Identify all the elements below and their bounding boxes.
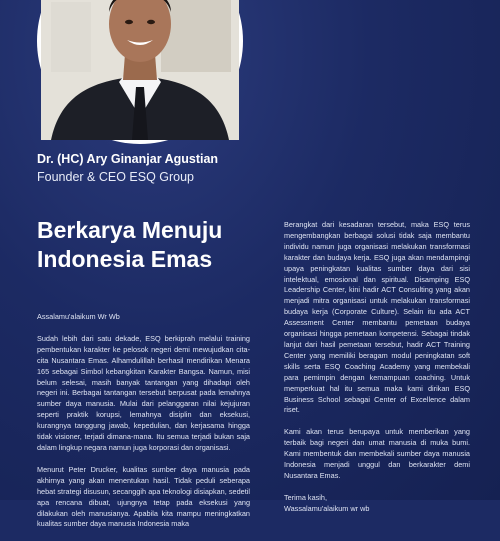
- closing: [284, 493, 470, 515]
- title-line-1: Berkarya Menuju: [37, 217, 223, 243]
- left-paragraph-1: Sudah lebih dari satu dekade, ESQ berkiprah melalui training pembentukan karakter ke pelosok negeri demi mewujudkan cita-cita Nusantara Emas. Alhamdulillah berhasil mendirikan Menara 165 sebagai Simbol kebangkitan Karakter Bangsa. Namun, misi belum selesai, masih banyak tantangan yang dihadapi oleh negeri ini. Berbagai tantangan tersebut berpusat pada lemahnya sumber daya manusia. Mulai dari pelanggaran nilai kejujuran seperti praktik korupsi, lemahnya disiplin dan eksekusi, kurangnya tanggung jawab, kepedulian, dan kerjasama hingga tidak visioner, terjadi dimana-mana. Itu semua terjadi bukan saja dalam lingkup negara namun juga korporasi dan organisasi.: [37, 333, 250, 452]
- portrait-photo: [41, 0, 239, 140]
- right-paragraph-2: Kami akan terus berupaya untuk memberikan yang terbaik bagi negeri dan umat manusia di muka bumi. Kami membentuk dan membekali sumber daya manusia Indonesia menjadi unggul dan berkarakter demi Nusantara Emas.: [284, 427, 470, 480]
- portrait-photo-frame: [37, 0, 243, 144]
- closing-line-1: Terima kasih,: [284, 492, 327, 502]
- left-paragraph-2: Menurut Peter Drucker, kualitas sumber daya manusia pada akhirnya yang akan menentukan hasil. Tidak peduli seberapa hebat strategi disusun, secanggih apa teknologi disiapkan, sedetil apa rencana dibuat, ujungnya tetap pada eksekusi yang dilakukan oleh manusianya. Apabila kita mampu meningkatkan kualitas sumber daya manusia Indonesia maka: [37, 464, 250, 529]
- right-paragraph-1: Berangkat dari kesadaran tersebut, maka ESQ terus mengembangkan berbagai solusi tidak saja membantu individu namun juga organisasi melakukan transformasi karakter dan budaya kerja. ESQ juga akan mendampingi upaya peningkatan kualitas sumber daya dari sisi intelektual, emosional dan spiritual. Disamping ESQ Leadership Center, kini hadir ACT Consulting yang akan menjadi mitra organisasi untuk melakukan transformasi budaya kerja (Corporate Culture). Selain itu ada ACT Assessment Center membantu pemetaan budaya organisasi hingga pemetaan kompetensi. Sebagai tindak lanjut dari hasil pemetaan tersebut, hadir ACT Training Center yang memiliki beragam modul peningkatan soft skills serta ESQ Coaching Academy yang membekali para pemimpin dengan kemampuan coaching. Untuk memperkuat hal itu semua maka kami dirikan ESQ Business School sebagai Center of Excellence dalam riset.: [284, 220, 470, 415]
- portrait-illustration: [41, 0, 239, 140]
- author-name: Dr. (HC) Ary Ginanjar Agustian: [37, 152, 219, 166]
- right-column: [284, 220, 470, 515]
- left-column: [37, 312, 250, 541]
- title-line-2: Indonesia Emas: [37, 246, 213, 272]
- author-role: Founder & CEO ESQ Group: [37, 170, 195, 184]
- article-title: [37, 216, 267, 274]
- closing-line-2: Wassalamu'alaikum wr wb: [284, 503, 370, 513]
- greeting: Assalamu'alaikum Wr Wb: [37, 312, 120, 321]
